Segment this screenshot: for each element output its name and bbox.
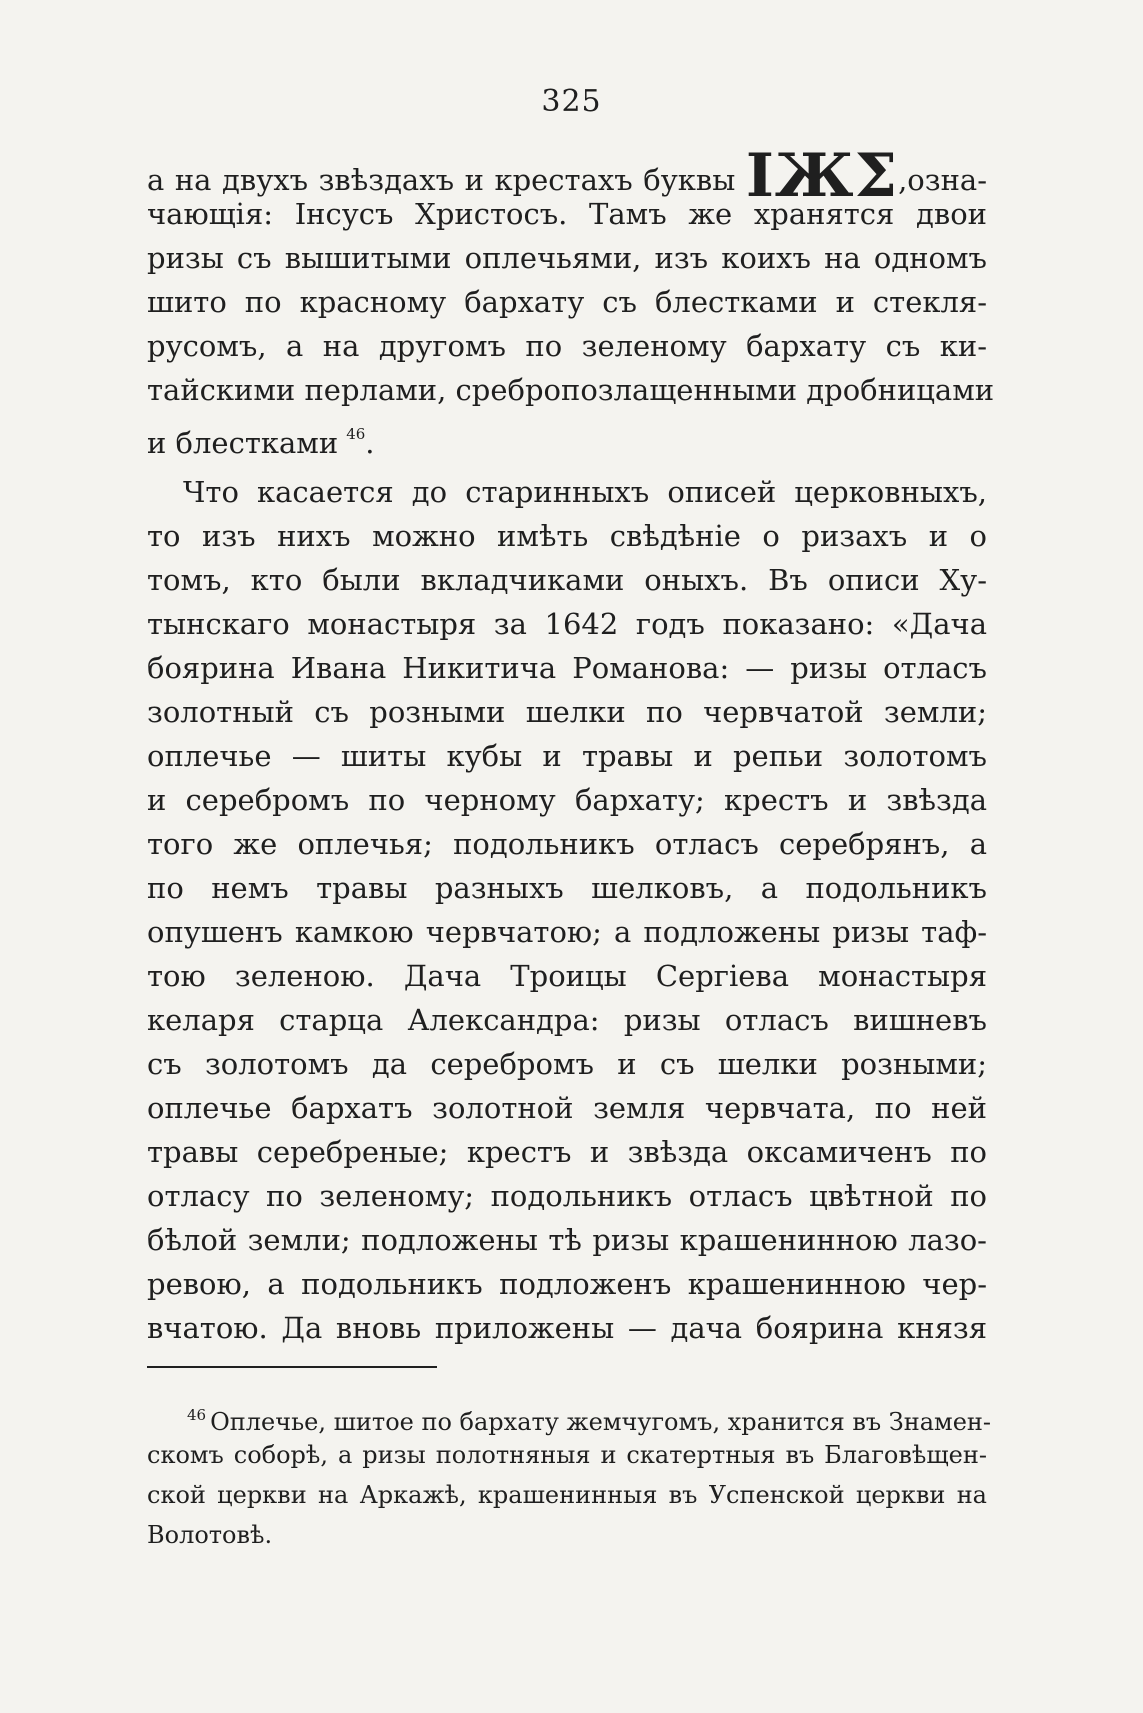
paragraph-line: отласу по зеленому; подольникъ отласъ цвѣтной по bbox=[147, 1179, 987, 1213]
paragraph-line: то изъ нихъ можно имѣть свѣдѣніе о ризахъ и о bbox=[147, 519, 987, 553]
text-line: тайскими перлами, сребропозлащенными дробницами bbox=[147, 373, 995, 407]
paragraph-line: и серебромъ по черному бархату; крестъ и звѣзда bbox=[147, 783, 987, 817]
text-line-end: . bbox=[365, 426, 375, 460]
text-line bbox=[147, 141, 987, 211]
footnote-mark: 46 bbox=[187, 1406, 207, 1424]
text-line: шито по красному бархату съ блестками и стекля- bbox=[147, 285, 987, 319]
paragraph-line: по немъ травы разныхъ шелковъ, а подольникъ bbox=[147, 871, 987, 905]
footnote-line: Волотовѣ. bbox=[147, 1521, 273, 1549]
paragraph-line: оплечье — шиты кубы и травы и репьи золотомъ bbox=[147, 739, 987, 773]
page-number: 325 bbox=[541, 84, 602, 119]
paragraph-line: того же оплечья; подольникъ отласъ серебрянъ, а bbox=[147, 827, 987, 861]
footnote-reference: 46 bbox=[346, 425, 366, 443]
text-line: русомъ, а на другомъ по зеленому бархату съ ки- bbox=[147, 329, 987, 363]
text-line-start: а на двухъ звѣздахъ и крестахъ буквы bbox=[147, 163, 736, 197]
text-line-content: и блестками bbox=[147, 426, 339, 460]
footnote-divider bbox=[147, 1366, 437, 1368]
paragraph-line: травы серебреные; крестъ и звѣзда оксамиченъ по bbox=[147, 1135, 987, 1169]
paragraph-line: бѣлой земли; подложены тѣ ризы крашенинною лазо- bbox=[147, 1223, 987, 1257]
ihs-monogram: IЖΣ bbox=[745, 141, 899, 211]
paragraph-line: золотный съ розными шелки по червчатой земли; bbox=[147, 695, 987, 729]
paragraph-line: вчатою. Да вновь приложены — дача боярина князя bbox=[147, 1311, 987, 1345]
paragraph-line: съ золотомъ да серебромъ и съ шелки розными; bbox=[147, 1047, 987, 1081]
paragraph-line: оплечье бархатъ золотной земля червчата, по ней bbox=[147, 1091, 987, 1125]
text-line: чающія: Інсусъ Христосъ. Тамъ же хранятся двои bbox=[147, 197, 987, 231]
paragraph-line: Что касается до старинныхъ описей церковныхъ, bbox=[183, 475, 987, 509]
paragraph-line: боярина Ивана Никитича Романова: — ризы отласъ bbox=[147, 651, 987, 685]
footnote-text: Оплечье, шитое по бархату жемчугомъ, хранится въ Знамен- bbox=[210, 1408, 992, 1436]
text-line bbox=[147, 412, 987, 460]
paragraph-line: опушенъ камкою червчатою; а подложены ризы таф- bbox=[147, 915, 987, 949]
paragraph-line: ревою, а подольникъ подложенъ крашенинною чер- bbox=[147, 1267, 987, 1301]
paragraph-line: томъ, кто были вкладчиками оныхъ. Въ описи Ху- bbox=[147, 563, 987, 597]
paragraph-line: келаря старца Александра: ризы отласъ вишневъ bbox=[147, 1003, 987, 1037]
text-line-end: ,озна- bbox=[898, 163, 987, 197]
paragraph-line: тою зеленою. Дача Троицы Сергіева монастыря bbox=[147, 959, 987, 993]
footnote-line: скомъ соборѣ, а ризы полотняныя и скатертныя въ Благовѣщен- bbox=[147, 1441, 987, 1469]
footnote-line bbox=[147, 1395, 992, 1436]
footnote-line: ской церкви на Аркажѣ, крашенинныя въ Успенской церкви на bbox=[147, 1481, 987, 1509]
text-line: ризы съ вышитыми оплечьями, изъ коихъ на одномъ bbox=[147, 241, 987, 275]
paragraph-line: тынскаго монастыря за 1642 годъ показано: «Дача bbox=[147, 607, 987, 641]
